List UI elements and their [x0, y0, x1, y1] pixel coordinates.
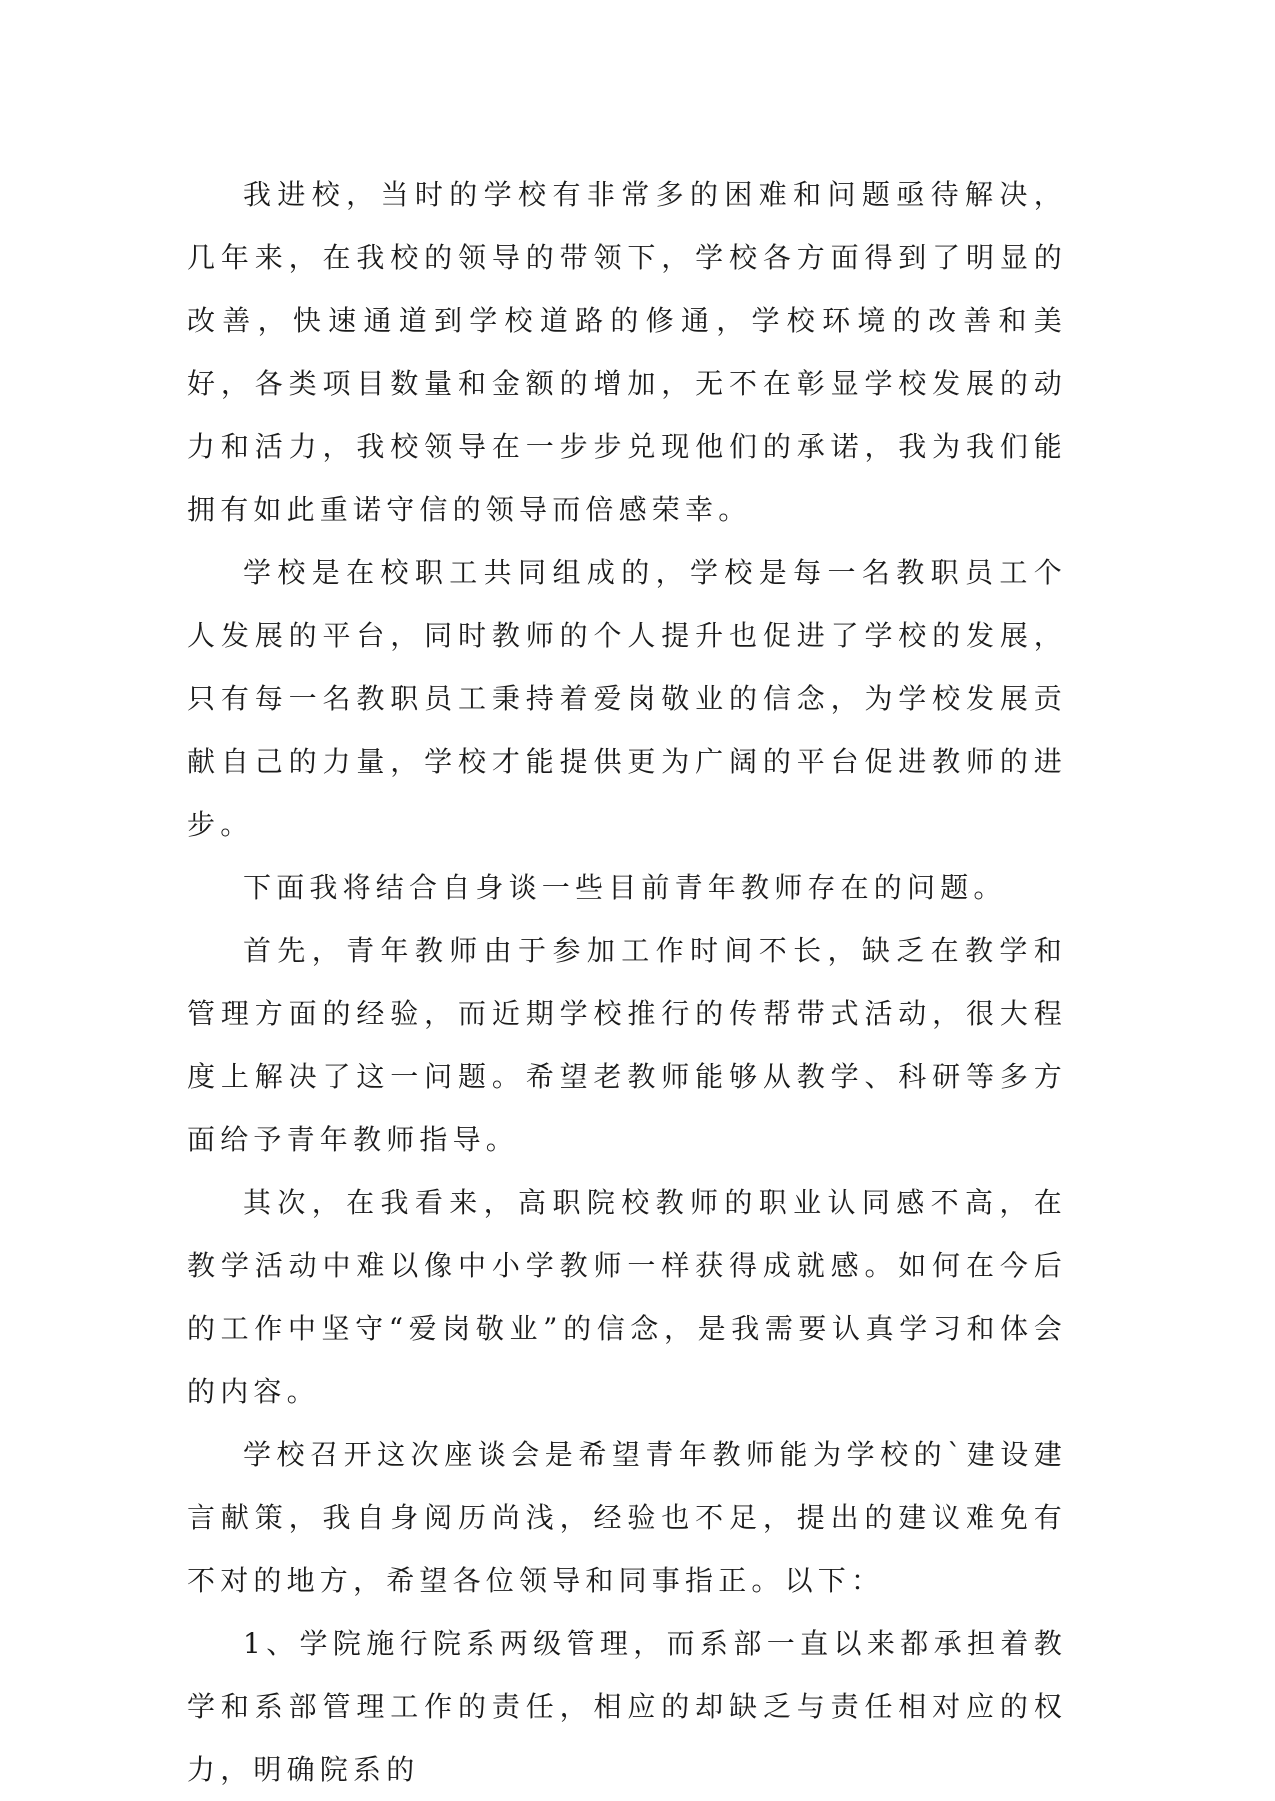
paragraph-5: 其次，在我看来，高职院校教师的职业认同感不高，在教学活动中难以像中小学教师一样获得成就感。如何在今后的工作中坚守“爱岗敬业”的信念，是我需要认真学习和体会的内容。: [187, 1186, 1067, 1408]
paragraph-4: 首先，青年教师由于参加工作时间不长，缺乏在教学和管理方面的经验，而近期学校推行的传帮带式活动，很大程度上解决了这一问题。希望老教师能够从教学、科研等多方面给予青年教师指导。: [187, 934, 1067, 1156]
paragraph-6: 学校召开这次座谈会是希望青年教师能为学校的`建设建言献策，我自身阅历尚浅，经验也不足，提出的建议难免有不对的地方，希望各位领导和同事指正。以下：: [187, 1438, 1067, 1597]
paragraph-2: 学校是在校职工共同组成的，学校是每一名教职员工个人发展的平台，同时教师的个人提升也促进了学校的发展，只有每一名教职员工秉持着爱岗敬业的信念，为学校发展贡献自己的力量，学校才能提供更为广阔的平台促进教师的进步。: [187, 556, 1067, 841]
paragraph-7: 1、学院施行院系两级管理，而系部一直以来都承担着教学和系部管理工作的责任，相应的却缺乏与责任相对应的权力，明确院系的: [187, 1627, 1067, 1786]
paragraph-1: 我进校，当时的学校有非常多的困难和问题亟待解决，几年来，在我校的领导的带领下，学校各方面得到了明显的改善，快速通道到学校道路的修通，学校环境的改善和美好，各类项目数量和金额的增加，无不在彰显学校发展的动力和活力，我校领导在一步步兑现他们的承诺，我为我们能拥有如此重诺守信的领导而倍感荣幸。: [187, 178, 1067, 526]
document-body: [187, 163, 1067, 1801]
paragraph-3: 下面我将结合自身谈一些目前青年教师存在的问题。: [243, 871, 1007, 904]
